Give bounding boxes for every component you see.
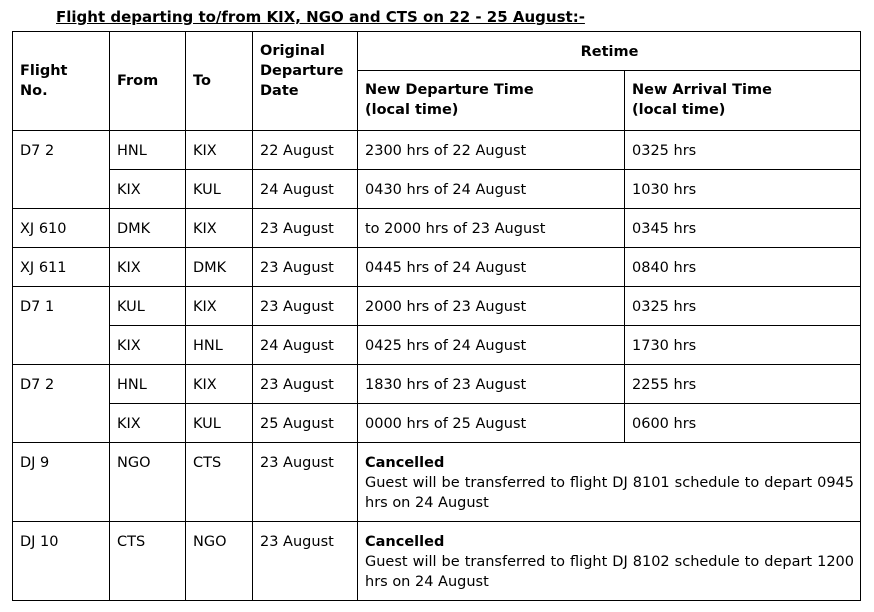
to-cell: KIX xyxy=(186,365,253,404)
new-departure-cell: 1830 hrs of 23 August xyxy=(358,365,625,404)
header-new-arrival-time: New Arrival Time (local time) xyxy=(625,71,861,131)
header-from: From xyxy=(110,32,186,131)
to-cell: KIX xyxy=(186,209,253,248)
new-arrival-cell: 1030 hrs xyxy=(625,170,861,209)
new-arrival-cell: 0325 hrs xyxy=(625,131,861,170)
to-cell: KIX xyxy=(186,131,253,170)
header-new-departure-time: New Departure Time (local time) xyxy=(358,71,625,131)
table-row xyxy=(13,248,861,287)
new-departure-cell: to 2000 hrs of 23 August xyxy=(358,209,625,248)
from-cell: KIX xyxy=(110,248,186,287)
table-row xyxy=(13,404,861,443)
original-date-cell: 23 August xyxy=(253,209,358,248)
from-cell: HNL xyxy=(110,131,186,170)
to-cell: DMK xyxy=(186,248,253,287)
original-date-cell: 23 August xyxy=(253,522,358,601)
new-arrival-cell: 0345 hrs xyxy=(625,209,861,248)
table-row xyxy=(13,209,861,248)
new-departure-cell: 2300 hrs of 22 August xyxy=(358,131,625,170)
original-date-cell: 25 August xyxy=(253,404,358,443)
flight-no-cell: XJ 611 xyxy=(13,248,110,287)
original-date-cell: 23 August xyxy=(253,443,358,522)
from-cell: DMK xyxy=(110,209,186,248)
header-original-departure-date: Original Departure Date xyxy=(253,32,358,131)
from-cell: KUL xyxy=(110,287,186,326)
flight-no-cell: D7 2 xyxy=(13,365,110,443)
new-departure-cell: 0425 hrs of 24 August xyxy=(358,326,625,365)
table-row xyxy=(13,522,861,601)
transfer-note: Guest will be transferred to flight DJ 8102 schedule to depart 1200 hrs on 24 August xyxy=(365,554,855,590)
header-retime: Retime xyxy=(358,32,861,71)
table-row xyxy=(13,443,861,522)
original-date-cell: 23 August xyxy=(253,287,358,326)
new-departure-cell: 0000 hrs of 25 August xyxy=(358,404,625,443)
flight-no-cell: DJ 9 xyxy=(13,443,110,522)
new-arrival-cell: 2255 hrs xyxy=(625,365,861,404)
to-cell: KUL xyxy=(186,170,253,209)
page-title: Flight departing to/from KIX, NGO and CTS on 22 - 25 August:- xyxy=(56,8,585,26)
original-date-cell: 22 August xyxy=(253,131,358,170)
from-cell: NGO xyxy=(110,443,186,522)
new-arrival-cell: 0600 hrs xyxy=(625,404,861,443)
original-date-cell: 23 August xyxy=(253,365,358,404)
flight-no-cell: D7 1 xyxy=(13,287,110,365)
new-arrival-cell: 1730 hrs xyxy=(625,326,861,365)
from-cell: KIX xyxy=(110,404,186,443)
cancelled-label: Cancelled xyxy=(365,534,445,550)
from-cell: KIX xyxy=(110,326,186,365)
to-cell: HNL xyxy=(186,326,253,365)
header-to: To xyxy=(186,32,253,131)
table-row xyxy=(13,365,861,404)
original-date-cell: 23 August xyxy=(253,248,358,287)
to-cell: KUL xyxy=(186,404,253,443)
original-date-cell: 24 August xyxy=(253,326,358,365)
original-date-cell: 24 August xyxy=(253,170,358,209)
flight-no-cell: DJ 10 xyxy=(13,522,110,601)
transfer-note: Guest will be transferred to flight DJ 8101 schedule to depart 0945 hrs on 24 August xyxy=(365,475,855,511)
new-departure-cell: 0445 hrs of 24 August xyxy=(358,248,625,287)
cancellation-cell xyxy=(358,443,861,522)
cancelled-label: Cancelled xyxy=(365,455,445,471)
table-row xyxy=(13,326,861,365)
to-cell: CTS xyxy=(186,443,253,522)
table-row xyxy=(13,170,861,209)
table-row xyxy=(13,131,861,170)
new-arrival-cell: 0840 hrs xyxy=(625,248,861,287)
from-cell: CTS xyxy=(110,522,186,601)
table-row xyxy=(13,287,861,326)
from-cell: HNL xyxy=(110,365,186,404)
cancellation-cell xyxy=(358,522,861,601)
flight-no-cell: D7 2 xyxy=(13,131,110,209)
from-cell: KIX xyxy=(110,170,186,209)
new-departure-cell: 2000 hrs of 23 August xyxy=(358,287,625,326)
new-departure-cell: 0430 hrs of 24 August xyxy=(358,170,625,209)
flight-no-cell: XJ 610 xyxy=(13,209,110,248)
header-flight-no: Flight No. xyxy=(13,32,110,131)
to-cell: KIX xyxy=(186,287,253,326)
flight-retime-table xyxy=(12,31,861,601)
to-cell: NGO xyxy=(186,522,253,601)
new-arrival-cell: 0325 hrs xyxy=(625,287,861,326)
